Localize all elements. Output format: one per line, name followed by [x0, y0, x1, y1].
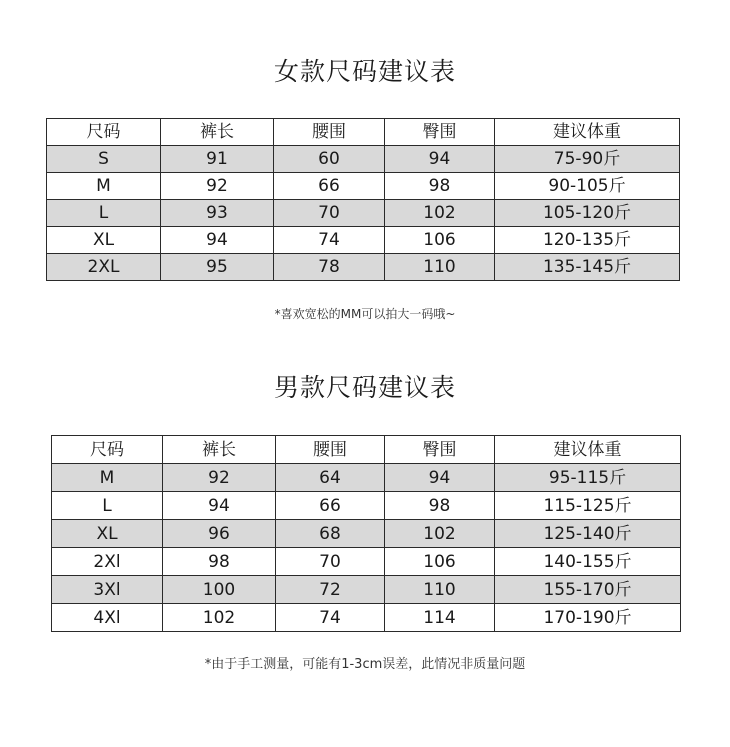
table-row — [47, 146, 680, 173]
header-pants-length: 裤长 — [163, 436, 276, 464]
cell-hip: 98 — [385, 492, 495, 520]
header-pants-length: 裤长 — [161, 119, 274, 146]
cell-size: 3Xl — [52, 576, 163, 604]
header-waist: 腰围 — [274, 119, 385, 146]
cell-weight: 155-170斤 — [495, 576, 681, 604]
table-row — [52, 492, 681, 520]
cell-size: M — [47, 173, 161, 200]
women-size-note: *喜欢宽松的MM可以拍大一码哦~ — [274, 307, 456, 321]
table-row — [47, 200, 680, 227]
table-row — [52, 576, 681, 604]
cell-waist: 66 — [276, 492, 385, 520]
cell-pants-length: 91 — [161, 146, 274, 173]
cell-waist: 64 — [276, 464, 385, 492]
cell-waist: 60 — [274, 146, 385, 173]
cell-hip: 94 — [385, 464, 495, 492]
cell-weight: 95-115斤 — [495, 464, 681, 492]
cell-hip: 102 — [385, 520, 495, 548]
cell-hip: 106 — [385, 548, 495, 576]
cell-hip: 106 — [385, 227, 495, 254]
cell-weight: 75-90斤 — [495, 146, 680, 173]
cell-pants-length: 93 — [161, 200, 274, 227]
cell-waist: 74 — [274, 227, 385, 254]
table-row — [47, 254, 680, 281]
cell-weight: 90-105斤 — [495, 173, 680, 200]
cell-size: 2Xl — [52, 548, 163, 576]
men-size-chart-title: 男款尺码建议表 — [273, 373, 456, 402]
header-weight: 建议体重 — [495, 436, 681, 464]
cell-waist: 70 — [274, 200, 385, 227]
table-row — [52, 604, 681, 632]
cell-hip: 98 — [385, 173, 495, 200]
header-size: 尺码 — [47, 119, 161, 146]
cell-pants-length: 95 — [161, 254, 274, 281]
cell-size: M — [52, 464, 163, 492]
cell-size: 4Xl — [52, 604, 163, 632]
cell-pants-length: 94 — [163, 492, 276, 520]
cell-hip: 110 — [385, 254, 495, 281]
women-size-table — [46, 118, 680, 281]
cell-pants-length: 94 — [161, 227, 274, 254]
cell-pants-length: 102 — [163, 604, 276, 632]
cell-weight: 170-190斤 — [495, 604, 681, 632]
women-size-chart-title: 女款尺码建议表 — [273, 57, 456, 86]
cell-weight: 140-155斤 — [495, 548, 681, 576]
cell-size: 2XL — [47, 254, 161, 281]
cell-waist: 72 — [276, 576, 385, 604]
table-header-row — [47, 119, 680, 146]
cell-hip: 94 — [385, 146, 495, 173]
header-weight: 建议体重 — [495, 119, 680, 146]
cell-size: L — [52, 492, 163, 520]
table-row — [52, 464, 681, 492]
cell-weight: 105-120斤 — [495, 200, 680, 227]
cell-waist: 74 — [276, 604, 385, 632]
cell-pants-length: 92 — [161, 173, 274, 200]
cell-weight: 115-125斤 — [495, 492, 681, 520]
table-row — [47, 173, 680, 200]
men-size-table — [51, 435, 681, 632]
header-hip: 臀围 — [385, 436, 495, 464]
cell-waist: 70 — [276, 548, 385, 576]
cell-weight: 125-140斤 — [495, 520, 681, 548]
cell-pants-length: 98 — [163, 548, 276, 576]
header-waist: 腰围 — [276, 436, 385, 464]
cell-size: L — [47, 200, 161, 227]
cell-weight: 120-135斤 — [495, 227, 680, 254]
cell-hip: 102 — [385, 200, 495, 227]
header-size: 尺码 — [52, 436, 163, 464]
table-row — [52, 520, 681, 548]
cell-waist: 68 — [276, 520, 385, 548]
table-row — [47, 227, 680, 254]
table-row — [52, 548, 681, 576]
cell-waist: 66 — [274, 173, 385, 200]
cell-weight: 135-145斤 — [495, 254, 680, 281]
table-header-row — [52, 436, 681, 464]
cell-hip: 110 — [385, 576, 495, 604]
cell-pants-length: 96 — [163, 520, 276, 548]
cell-size: XL — [47, 227, 161, 254]
cell-size: S — [47, 146, 161, 173]
cell-hip: 114 — [385, 604, 495, 632]
men-size-note: *由于手工测量，可能有1-3cm误差，此情况非质量问题 — [204, 657, 526, 672]
header-hip: 臀围 — [385, 119, 495, 146]
cell-pants-length: 92 — [163, 464, 276, 492]
cell-size: XL — [52, 520, 163, 548]
cell-waist: 78 — [274, 254, 385, 281]
cell-pants-length: 100 — [163, 576, 276, 604]
